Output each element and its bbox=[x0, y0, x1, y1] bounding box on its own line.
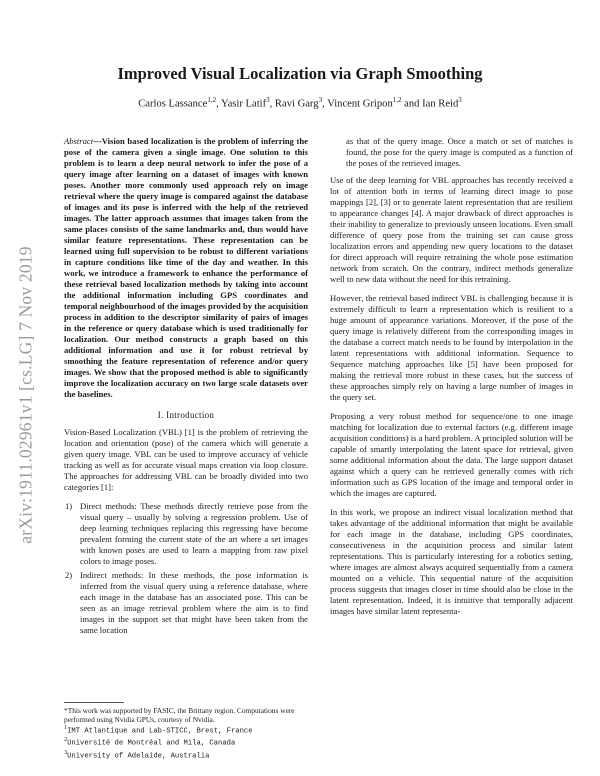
funding-footnote: *This work was supported by FASIC, the Brittany region. Computations were performed using Nvidia GPUs, courtesy of Nvidia. bbox=[64, 706, 295, 724]
list-number: 1) bbox=[65, 501, 73, 511]
author-separator: , bbox=[269, 98, 275, 110]
author-list bbox=[0, 96, 600, 110]
abstract bbox=[64, 136, 308, 400]
author-affiliation-marker: 3 bbox=[318, 96, 323, 104]
abstract-label: Abstract bbox=[64, 136, 94, 146]
list-item-text: Direct methods: These methods directly retrieve pose from the visual query – usually by solving a regression problem. Use of deep learning techniques replacing this regressing have become prevalent forming the current state of the art where a set images with known poses are used to learn a mapping from raw pixel colors to image poses. bbox=[80, 501, 308, 566]
author-name: Ravi Garg bbox=[274, 98, 319, 110]
list-item-text: Indirect methods: In these methods, the pose information is inferred from the visual query using a reference database, where each image in the database has an associated pose. This can be seen as an image retrieval problem where the aim is to find images in the support set that might have been taken from the same location bbox=[80, 570, 308, 635]
author-separator: , bbox=[322, 98, 328, 110]
footnotes bbox=[64, 702, 308, 761]
affiliation-footnote bbox=[64, 724, 308, 736]
list-item bbox=[64, 501, 308, 567]
paper-title: Improved Visual Localization via Graph Smoothing bbox=[117, 64, 483, 83]
right-column bbox=[330, 136, 573, 625]
author-affiliation-marker: 3 bbox=[458, 96, 462, 104]
intro-paragraph-5: In this work, we propose an indirect visual localization method that takes advantage of the additional information that might be available for each image in the database, including GPS coordinates, consecutiveness in the acquisition process and similar latent representations. This is particularly interesting for a robotics setting, where images are almost always acquired sequentially from a camera mounted on a vehicle. This sequential nature of the acquisition process suggests that images closer in time should also be close in the latent representation. Indeed, it is intuitive that temporally adjacent images have similar latent representa- bbox=[330, 507, 573, 616]
affiliation-marker: 1 bbox=[64, 725, 68, 731]
affiliation-marker: 3 bbox=[64, 749, 68, 756]
intro-paragraph-2: Use of the deep learning for VBL approaches has recently received a lot of attention both in terms of learning direct image to pose mappings [2], [3] or to generate latent representation that are resilient to appearance changes [4]. A major drawback of direct approaches is their inability to generalize to previously unseen locations. Even small difference of query pose from the training set can cause gross localization errors and appending new query locations to the dataset for direct approach will require retraining the whole pose estimation network from scratch. On the contrary, indirect methods generalize well to new data without the need for this retraining. bbox=[330, 175, 573, 284]
author-separator: , bbox=[216, 98, 221, 110]
author-name: Carlos Lassance bbox=[138, 98, 208, 110]
author-name: Vincent Gripon bbox=[327, 98, 393, 110]
approach-list bbox=[64, 501, 308, 636]
affiliation-text: University of Adelaide, Australia bbox=[67, 752, 210, 761]
list-number: 2) bbox=[65, 570, 73, 580]
author-name: Yasir Latif bbox=[221, 98, 267, 110]
section-heading-introduction: I. Introduction bbox=[157, 410, 215, 420]
footnote-rule bbox=[64, 702, 124, 703]
arxiv-identifier: arXiv:1911.02961v1 [cs.LG] 7 Nov 2019 bbox=[15, 246, 36, 544]
intro-paragraph-4: Proposing a very robust method for sequence/one to one image matching for localization due to external factors (e.g. different image acquisition conditions) is a hard problem. A principled solution will be capable of smartly interpolating the latent space for retrieval, given some additional information about the data. The large support dataset against which a query can be retrieved generally comes with rich information such as GPS location of the image and temporal order in which the images are captured. bbox=[330, 411, 573, 498]
list-item-continuation: as that of the query image. Once a match or set of matches is found, the pose for the query image is computed as a function of the poses of the retrieved images. bbox=[346, 136, 573, 168]
author-affiliation-marker: 3 bbox=[266, 96, 270, 104]
list-item bbox=[64, 570, 308, 636]
affiliation-footnote bbox=[64, 749, 308, 761]
intro-paragraph-1: Vision-Based Localization (VBL) [1] is the problem of retrieving the location and orientation (pose) of the camera which will generate a given query image. VBL can be used to improve accuracy of vehicle tracking as well as for accurate visual maps creation via loop closure. The approaches for addressing VBL can be broadly divided into two categories [1]: bbox=[64, 427, 308, 492]
affiliation-footnote bbox=[64, 736, 308, 748]
affiliation-text: Université de Montréal and Mila, Canada bbox=[67, 739, 236, 748]
intro-paragraph-3: However, the retrieval based indirect VBL is challenging because it is extremely difficult to learn a representation which is resilient to a huge amount of appearance variations. Moreover, if the pose of the query image is relatively different from the corresponding images in the database a correct match needs to be found by interpolation in the latent representations with additional information. Sequence to Sequence matching approaches like [5] have been proposed for making the retrieval more robust in these cases, but the success of these approaches simply rely on having a large number of images in the query set. bbox=[330, 293, 573, 402]
left-column bbox=[64, 136, 308, 639]
affiliation-text: IMT Atlantique and Lab-STICC, Brest, France bbox=[67, 727, 253, 736]
abstract-text: —Vision based localization is the problem of inferring the pose of the camera given a single image. One solution to this problem is to learn a deep neural network to infer the pose of a query image after learning on a dataset of images with known poses. Another more commonly used approach rely on image retrieval where the query image is compared against the database of images and its pose is inferred with the help of the retrieved images. The latter approach assumes that images taken from the same places consists of the same landmarks and, thus would have similar feature representations. These representation can be learned using full supervision to be robust to different variations in capture conditions like time of the day and weather. In this work, we introduce a framework to enhance the performance of these retrieval based localization methods by taking into account the additional information including GPS coordinates and temporal neighbourhood of the images provided by the acquisition process in addition to the descriptor similarity of pairs of images in the reference or query database which is used traditionally for localization. Our method constructs a graph based on this additional information and use it for robust retrieval by smoothing the feature representation of reference and/or query images. We show that the proposed method is able to significantly improve the localization accuracy on two large scale datasets over the baselines. bbox=[64, 136, 308, 399]
author-affiliation-marker: 1,2 bbox=[392, 96, 402, 104]
author-separator: and bbox=[401, 98, 423, 110]
affiliation-marker: 2 bbox=[64, 737, 68, 744]
arxiv-sidebar-stamp bbox=[6, 210, 46, 580]
author-name: Ian Reid bbox=[422, 98, 459, 110]
author-affiliation-marker: 1,2 bbox=[207, 96, 217, 104]
